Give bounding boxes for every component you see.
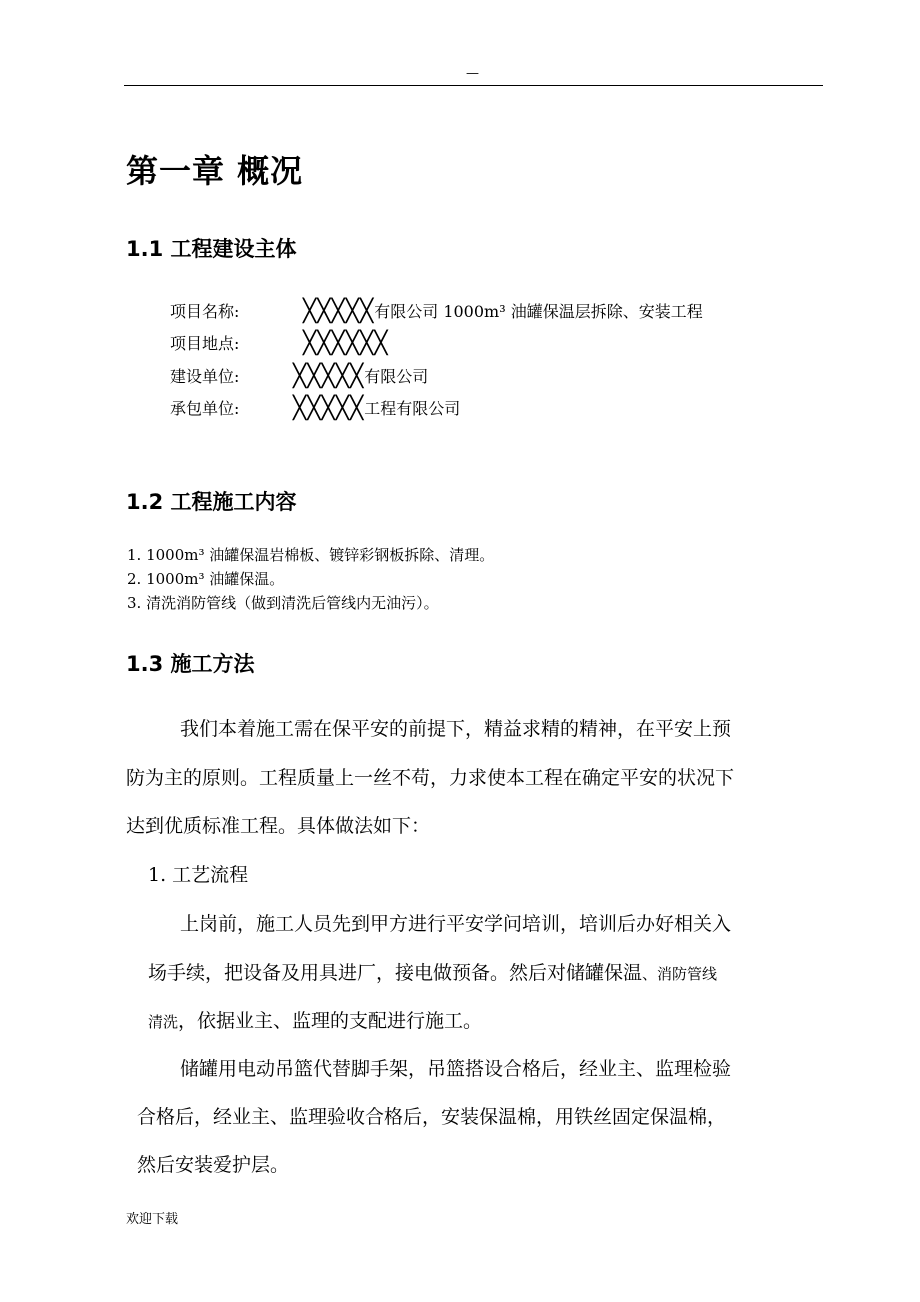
project-site-label: 项目地点: — [170, 334, 240, 353]
header-mark: — — [466, 66, 479, 81]
section-title-1-1: 1.1 工程建设主体 — [126, 237, 297, 261]
footer-text: 欢迎下载 — [126, 1212, 179, 1227]
contractor-row — [170, 395, 460, 420]
paragraph-segment: 场手续，把设备及用具进厂，接电做预备。然后对储罐保温 — [148, 962, 643, 984]
paragraph-line: 然后安装爱护层。 — [137, 1154, 290, 1176]
builder-value: 有限公司 — [364, 367, 429, 386]
list-item: 2. 1000m³ 油罐保温。 — [127, 570, 285, 588]
project-name-row — [170, 298, 703, 323]
step-title: 1. 工艺流程 — [148, 864, 249, 886]
paragraph-line: 储罐用电动吊篮代替脚手架，吊篮搭设合格后，经业主、监理检验 — [180, 1058, 732, 1080]
masked-text: ╳╳╳╳╳ — [293, 364, 365, 389]
list-item: 1. 1000m³ 油罐保温岩棉板、镀锌彩钢板拆除、清理。 — [127, 546, 495, 564]
paragraph-segment: 、消防管线 — [642, 965, 718, 983]
project-name-label: 项目名称: — [170, 302, 240, 321]
contractor-value: 工程有限公司 — [364, 399, 461, 418]
project-site-row — [170, 330, 388, 355]
paragraph-line — [148, 1006, 482, 1033]
paragraph-line: 合格后，经业主、监理验收合格后，安装保温棉，用铁丝固定保温棉， — [137, 1106, 727, 1128]
masked-text: ╳╳╳╳╳ — [303, 299, 375, 324]
section-title-1-2: 1.2 工程施工内容 — [126, 490, 297, 514]
project-name-value: 有限公司 1000m³ 油罐保温层拆除、安装工程 — [374, 302, 703, 321]
paragraph-line: 防为主的原则。工程质量上一丝不苟，力求使本工程在确定平安的状况下 — [126, 767, 735, 789]
paragraph-line — [148, 958, 717, 985]
paragraph-line: 我们本着施工需在保平安的前提下，精益求精的精神，在平安上预 — [180, 718, 732, 740]
masked-text: ╳╳╳╳╳╳ — [303, 331, 389, 356]
paragraph-line: 上岗前，施工人员先到甲方进行平安学问培训，培训后办好相关入 — [180, 913, 732, 935]
builder-label: 建设单位: — [170, 367, 240, 386]
contractor-label: 承包单位: — [170, 399, 240, 418]
paragraph-line: 达到优质标准工程。具体做法如下： — [126, 815, 431, 837]
paragraph-segment: ，依据业主、监理的支配进行施工。 — [178, 1010, 483, 1032]
masked-text: ╳╳╳╳╳ — [293, 396, 365, 421]
chapter-title: 第一章 概况 — [126, 152, 304, 190]
paragraph-segment: 清洗 — [148, 1013, 179, 1031]
list-item: 3. 清洗消防管线（做到清洗后管线内无油污）。 — [127, 594, 439, 612]
header-rule — [124, 85, 823, 86]
section-title-1-3: 1.3 施工方法 — [126, 652, 255, 676]
builder-row — [170, 363, 428, 388]
